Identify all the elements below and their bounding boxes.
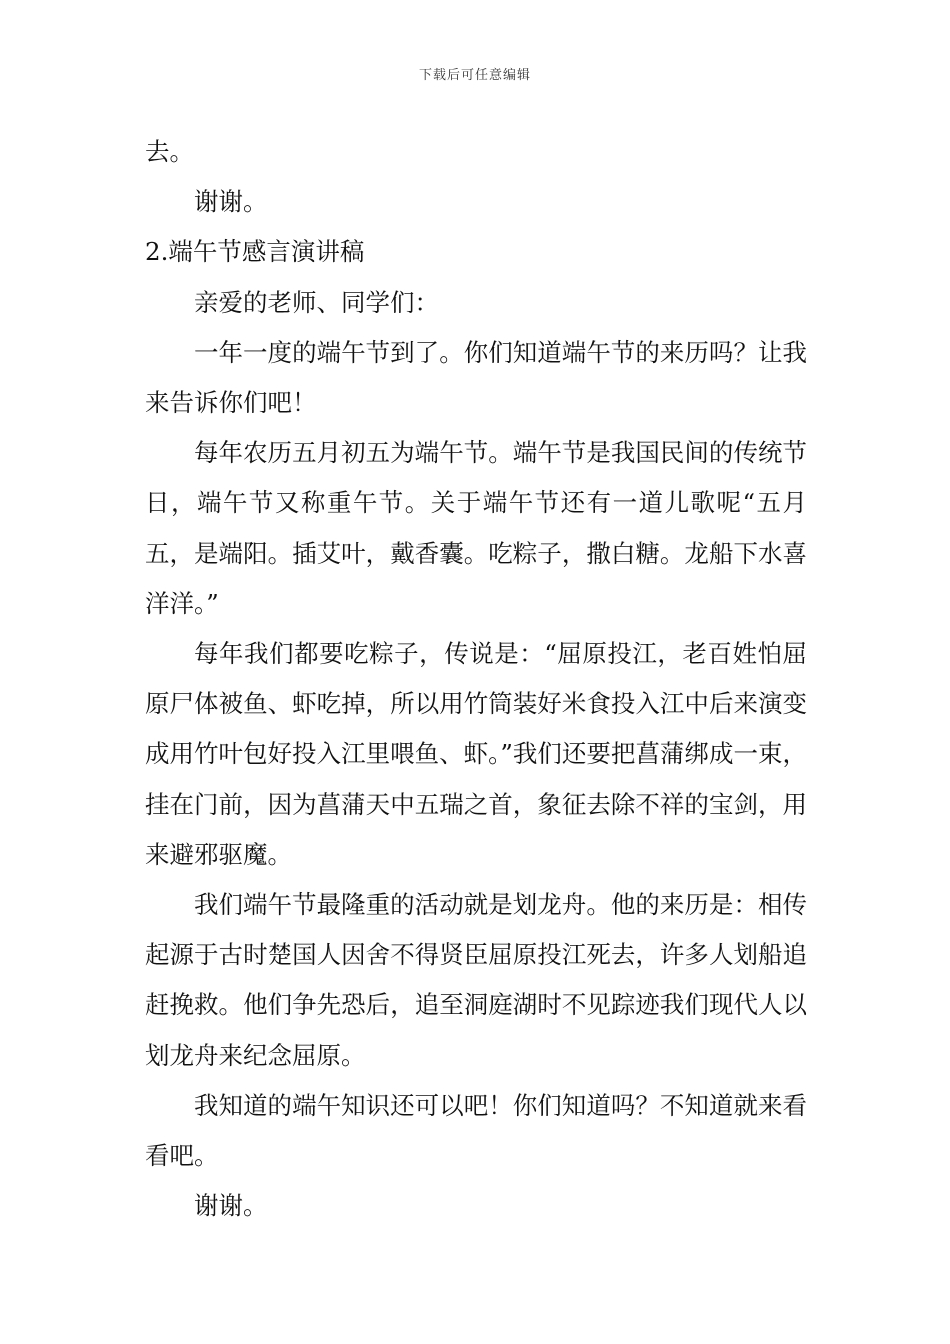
paragraph-thanks-2: 谢谢。 — [194, 1191, 268, 1221]
paragraph-intro: 一年一度的端午节到了。你们知道端午节的来历吗？让我来告诉你们吧！ — [145, 337, 807, 418]
paragraph-zongzi: 每年我们都要吃粽子，传说是：“屈原投江，老百姓怕屈原尸体被鱼、虾吃掉，所以用竹筒装好米食投入江中后来演变成用竹叶包好投入江里喂鱼、虾。”我们还要把菖蒲绑成一束，挂在门前，因为菖蒲天中五瑞之首，象征去除不祥的宝剑，用来避邪驱魔。 — [145, 639, 807, 869]
paragraph-knowledge: 我知道的端午知识还可以吧！你们知道吗？不知道就来看看吧。 — [145, 1090, 807, 1171]
paragraph-festival-date: 每年农历五月初五为端午节。端午节是我国民间的传统节日，端午节又称重午节。关于端午节还有一道儿歌呢“五月五，是端阳。插艾叶，戴香囊。吃粽子，撒白糖。龙船下水喜洋洋。” — [145, 438, 807, 618]
paragraph-dragon-boat: 我们端午节最隆重的活动就是划龙舟。他的来历是：相传起源于古时楚国人因舍不得贤臣屈原投江死去，许多人划船追赶挽救。他们争先恐后，追至洞庭湖时不见踪迹我们现代人以划龙舟来纪念屈原。 — [145, 890, 807, 1070]
paragraph-closing-fragment: 去。 — [145, 137, 194, 166]
paragraph-thanks-1: 谢谢。 — [194, 187, 268, 217]
section-heading: 2.端午节感言演讲稿 — [145, 237, 365, 267]
page-header-note: 下载后可任意编辑 — [418, 68, 531, 83]
document-body — [145, 127, 807, 1231]
paragraph-salutation: 亲爱的老师、同学们： — [194, 287, 439, 317]
